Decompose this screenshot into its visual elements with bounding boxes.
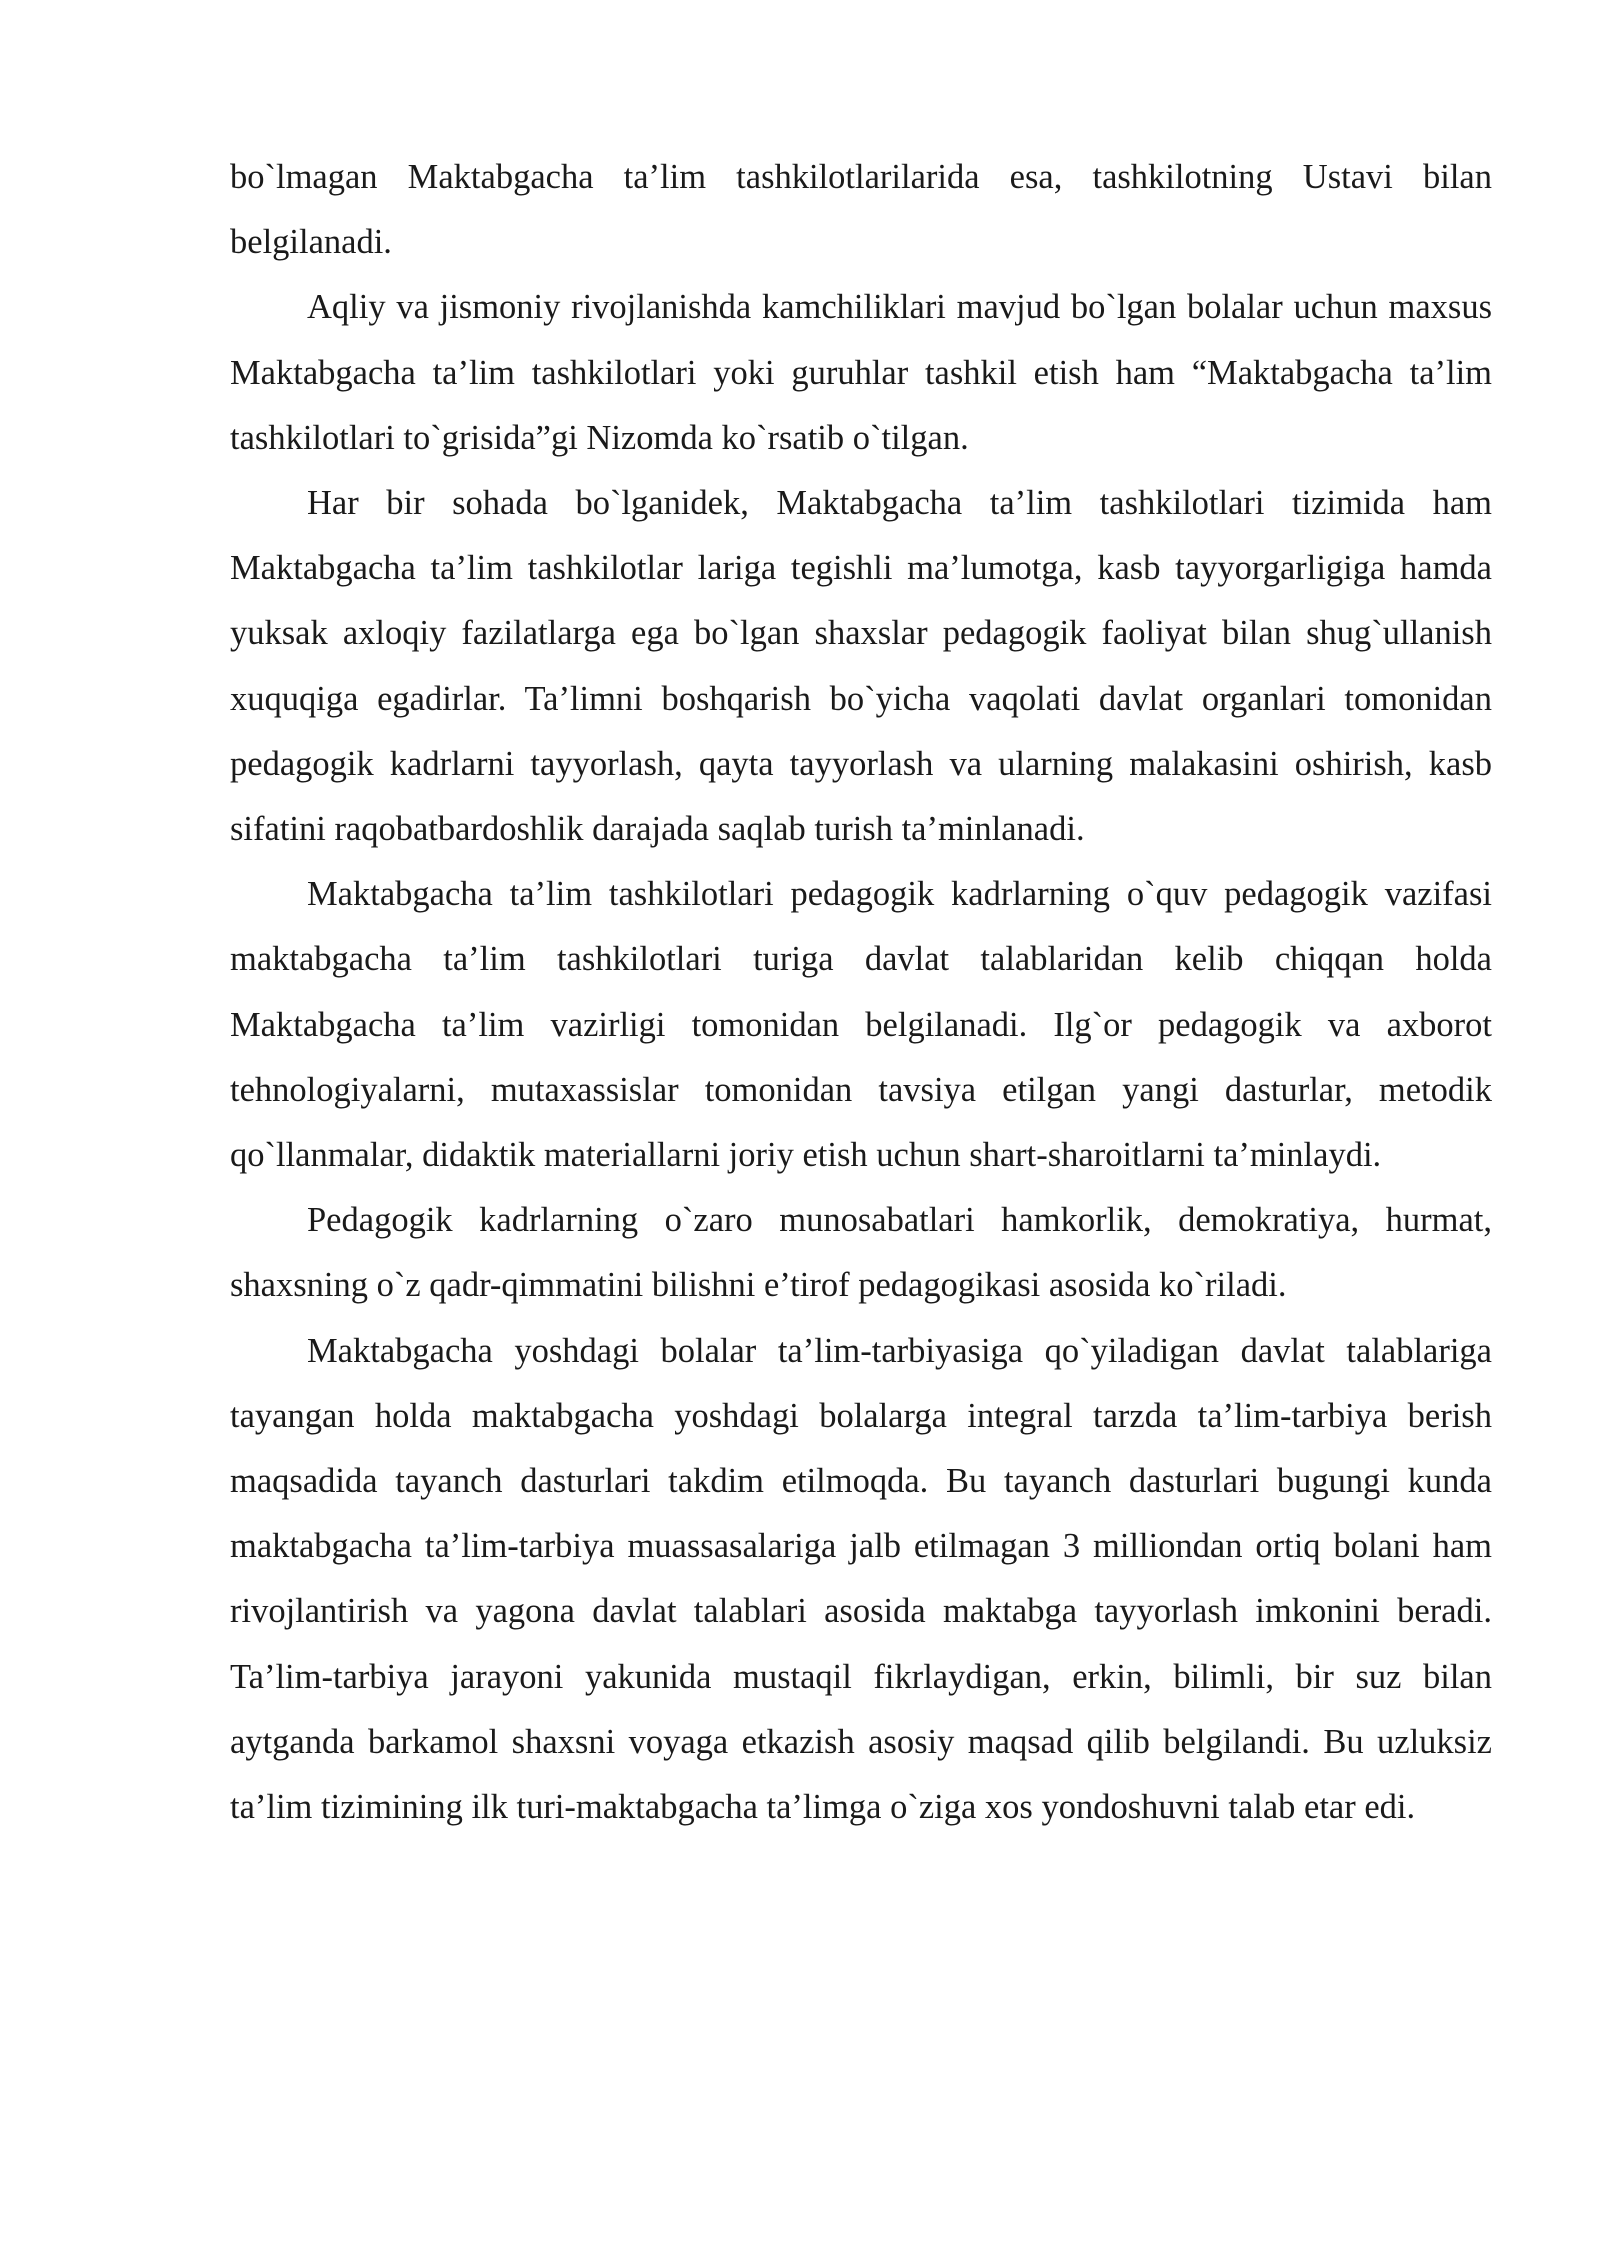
paragraph-1: bo`lmagan Maktabgacha ta’lim tashkilotlarilarida esa, tashkilotning Ustavi bilan belgilanadi. xyxy=(230,158,1492,262)
paragraph-5: Pedagogik kadrlarning o`zaro munosabatlari hamkorlik, demokratiya, hurmat, shaxsning o`z qadr-qimmatini bilishni e’tirof pedagogikasi asosida ko`riladi. xyxy=(230,1201,1492,1305)
paragraph-3: Har bir sohada bo`lganidek, Maktabgacha ta’lim tashkilotlari tizimida ham Maktabgacha ta’lim tashkilotlar lariga tegishli ma’lumotga, kasb tayyorgarligiga hamda yuksak axloqiy fazilatlarga ega bo`lgan shaxslar pedagogik faoliyat bilan shug`ullanish xuquqiga egadirlar. Ta’limni boshqarish bo`yicha vaqolati davlat organlari tomonidan pedagogik kadrlarni tayyorlash, qayta tayyorlash va ularning malakasini oshirish, kasb sifatini raqobatbardoshlik darajada saqlab turish ta’minlanadi. xyxy=(230,484,1492,849)
document-page xyxy=(230,145,1492,1840)
paragraph-6: Maktabgacha yoshdagi bolalar ta’lim-tarbiyasiga qo`yiladigan davlat talablariga tayangan holda maktabgacha yoshdagi bolalarga integral tarzda ta’lim-tarbiya berish maqsadida tayanch dasturlari takdim etilmoqda. Bu tayanch dasturlari bugungi kunda maktabgacha ta’lim-tarbiya muassasalariga jalb etilmagan 3 milliondan ortiq bolani ham rivojlantirish va yagona davlat talablari asosida maktabga tayyorlash imkonini beradi. Ta’lim-tarbiya jarayoni yakunida mustaqil fikrlaydigan, erkin, bilimli, bir suz bilan aytganda barkamol shaxsni voyaga etkazish asosiy maqsad qilib belgilandi. Bu uzluksiz ta’lim tizimining ilk turi-maktabgacha ta’limga o`ziga xos yondoshuvni talab etar edi. xyxy=(230,1331,1492,1827)
paragraph-2: Aqliy va jismoniy rivojlanishda kamchiliklari mavjud bo`lgan bolalar uchun maxsus Maktabgacha ta’lim tashkilotlari yoki guruhlar tashkil etish ham “Maktabgacha ta’lim tashkilotlari to`grisida”gi Nizomda ko`rsatib o`tilgan. xyxy=(230,288,1492,457)
paragraph-4: Maktabgacha ta’lim tashkilotlari pedagogik kadrlarning o`quv pedagogik vazifasi maktabgacha ta’lim tashkilotlari turiga davlat talablaridan kelib chiqqan holda Maktabgacha ta’lim vazirligi tomonidan belgilanadi. Ilg`or pedagogik va axborot tehnologiyalarni, mutaxassislar tomonidan tavsiya etilgan yangi dasturlar, metodik qo`llanmalar, didaktik materiallarni joriy etish uchun shart-sharoitlarni ta’minlaydi. xyxy=(230,875,1492,1175)
